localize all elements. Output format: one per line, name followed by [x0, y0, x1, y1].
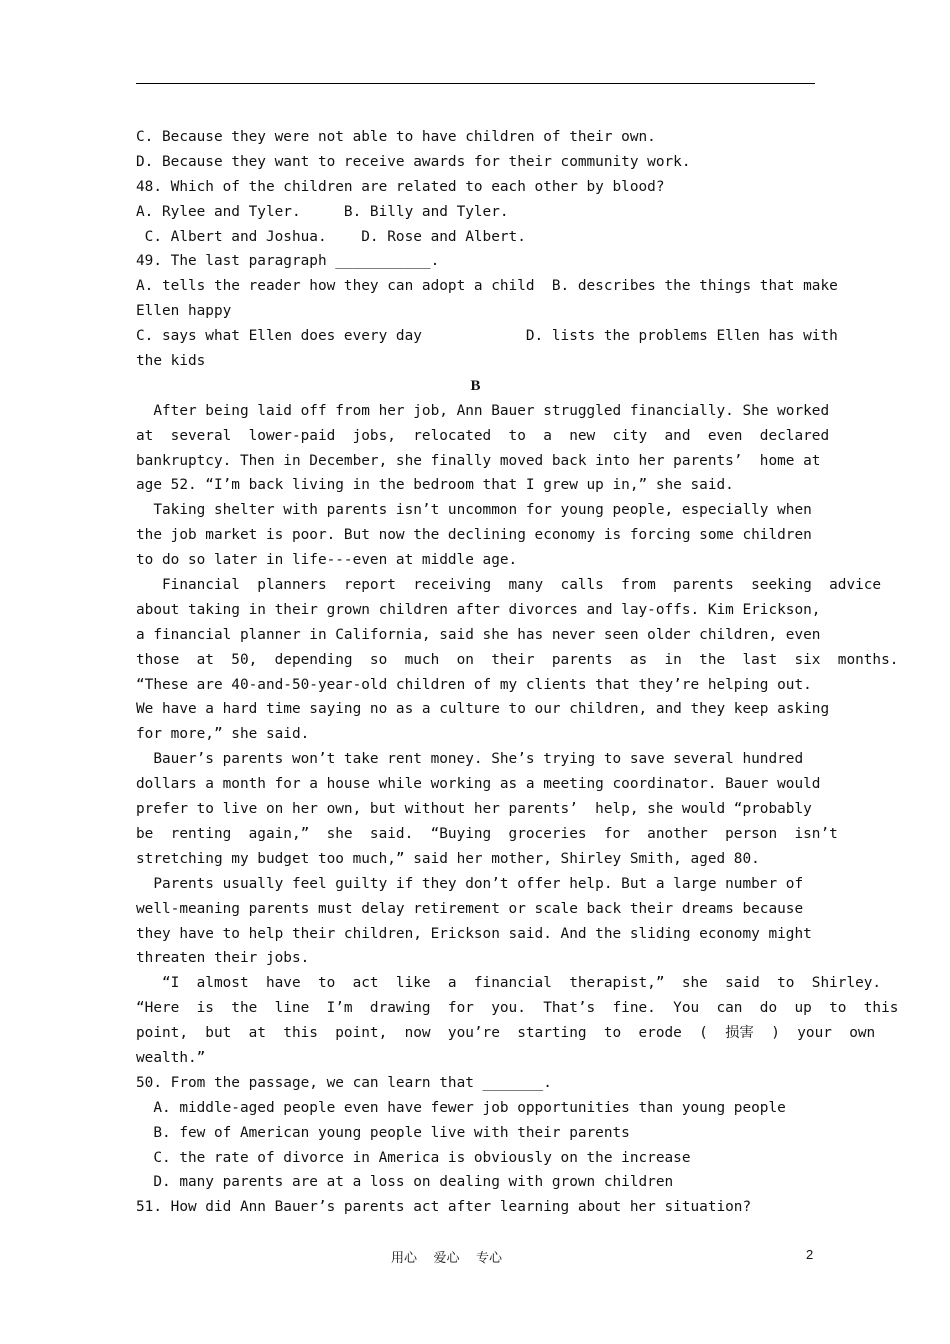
passage-line: stretching my budget too much,” said her mother, Shirley Smith, aged 80. — [136, 850, 760, 867]
answer-options: Ellen happy — [136, 303, 232, 320]
passage-line: about taking in their grown children after divorces and lay-offs. Kim Erickson, — [136, 601, 821, 618]
passage-line: a financial planner in California, said she has never seen older children, even — [136, 626, 821, 643]
question-51: 51. How did Ann Bauer’s parents act after learning about her situation? — [136, 1199, 752, 1216]
following-questions — [136, 1071, 815, 1220]
footer-slogan: 用心 爱心 专心 — [391, 1251, 503, 1266]
passage-line: bankruptcy. Then in December, she finally moved back into her parents’ home at — [136, 452, 821, 469]
answer-options: A. tells the reader how they can adopt a child B. describes the things that make — [136, 278, 838, 295]
question-48: 48. Which of the children are related to each other by blood? — [136, 178, 665, 195]
answer-option-c: C. the rate of divorce in America is obviously on the increase — [136, 1149, 691, 1166]
passage-line: at several lower-paid jobs, relocated to a new city and even declared — [136, 427, 830, 444]
preceding-questions — [136, 125, 838, 374]
text-line: C. Because they were not able to have children of their own. — [136, 129, 656, 145]
answer-option-d: D. many parents are at a loss on dealing with grown children — [136, 1174, 674, 1191]
answer-option-a: A. middle-aged people even have fewer job opportunities than young people — [136, 1099, 786, 1116]
passage-line: point, but at this point, now you’re starting to erode ( 损害 ) your own — [136, 1025, 876, 1042]
passage-line: Parents usually feel guilty if they don’t offer help. But a large number of — [136, 875, 804, 892]
section-heading: B — [470, 377, 481, 394]
answer-options: C. Albert and Joshua. D. Rose and Albert. — [136, 228, 526, 245]
passage-line: “I almost have to act like a financial therapist,” she said to Shirley. — [136, 975, 882, 992]
page-number: 2 — [806, 1247, 814, 1262]
answer-options: A. Rylee and Tyler. B. Billy and Tyler. — [136, 203, 509, 220]
answer-options: the kids — [136, 353, 206, 370]
passage-line: the job market is poor. But now the declining economy is forcing some children — [136, 527, 812, 544]
reading-passage — [136, 399, 899, 1071]
passage-line: for more,” she said. — [136, 726, 310, 743]
passage-line: “These are 40-and-50-year-old children of my clients that they’re helping out. — [136, 676, 812, 693]
passage-line: dollars a month for a house while working as a meeting coordinator. Bauer would — [136, 776, 821, 793]
passage-line: threaten their jobs. — [136, 950, 310, 967]
passage-line: to do so later in life---even at middle age. — [136, 552, 518, 569]
passage-line: Financial planners report receiving many calls from parents seeking advice — [136, 577, 882, 594]
question-50: 50. From the passage, we can learn that _______. — [136, 1074, 552, 1091]
passage-line: After being laid off from her job, Ann Bauer struggled financially. She worked — [136, 402, 830, 419]
passage-line: wealth.” — [136, 1049, 206, 1066]
passage-line: prefer to live on her own, but without her parents’ help, she would “probably — [136, 801, 812, 818]
question-49: 49. The last paragraph ___________. — [136, 253, 440, 270]
passage-line: We have a hard time saying no as a culture to our children, and they keep asking — [136, 701, 830, 718]
header-rule — [136, 83, 815, 84]
answer-options: C. says what Ellen does every day D. lists the problems Ellen has with — [136, 328, 838, 345]
passage-line: age 52. “I’m back living in the bedroom that I grew up in,” she said. — [136, 477, 734, 494]
passage-line: Bauer’s parents won’t take rent money. She’s trying to save several hundred — [136, 751, 804, 768]
passage-line: those at 50, depending so much on their parents as in the last six months. — [136, 651, 899, 668]
passage-line: they have to help their children, Erickson said. And the sliding economy might — [136, 925, 812, 942]
answer-option-b: B. few of American young people live with their parents — [136, 1124, 630, 1141]
passage-line: “Here is the line I’m drawing for you. That’s fine. You can do up to this — [136, 1000, 899, 1017]
passage-line: Taking shelter with parents isn’t uncommon for young people, especially when — [136, 502, 812, 519]
document-body — [136, 125, 899, 1220]
passage-line: be renting again,” she said. “Buying groceries for another person isn’t — [136, 825, 838, 842]
text-line: D. Because they want to receive awards for their community work. — [136, 153, 691, 170]
passage-line: well-meaning parents must delay retirement or scale back their dreams because — [136, 900, 804, 917]
